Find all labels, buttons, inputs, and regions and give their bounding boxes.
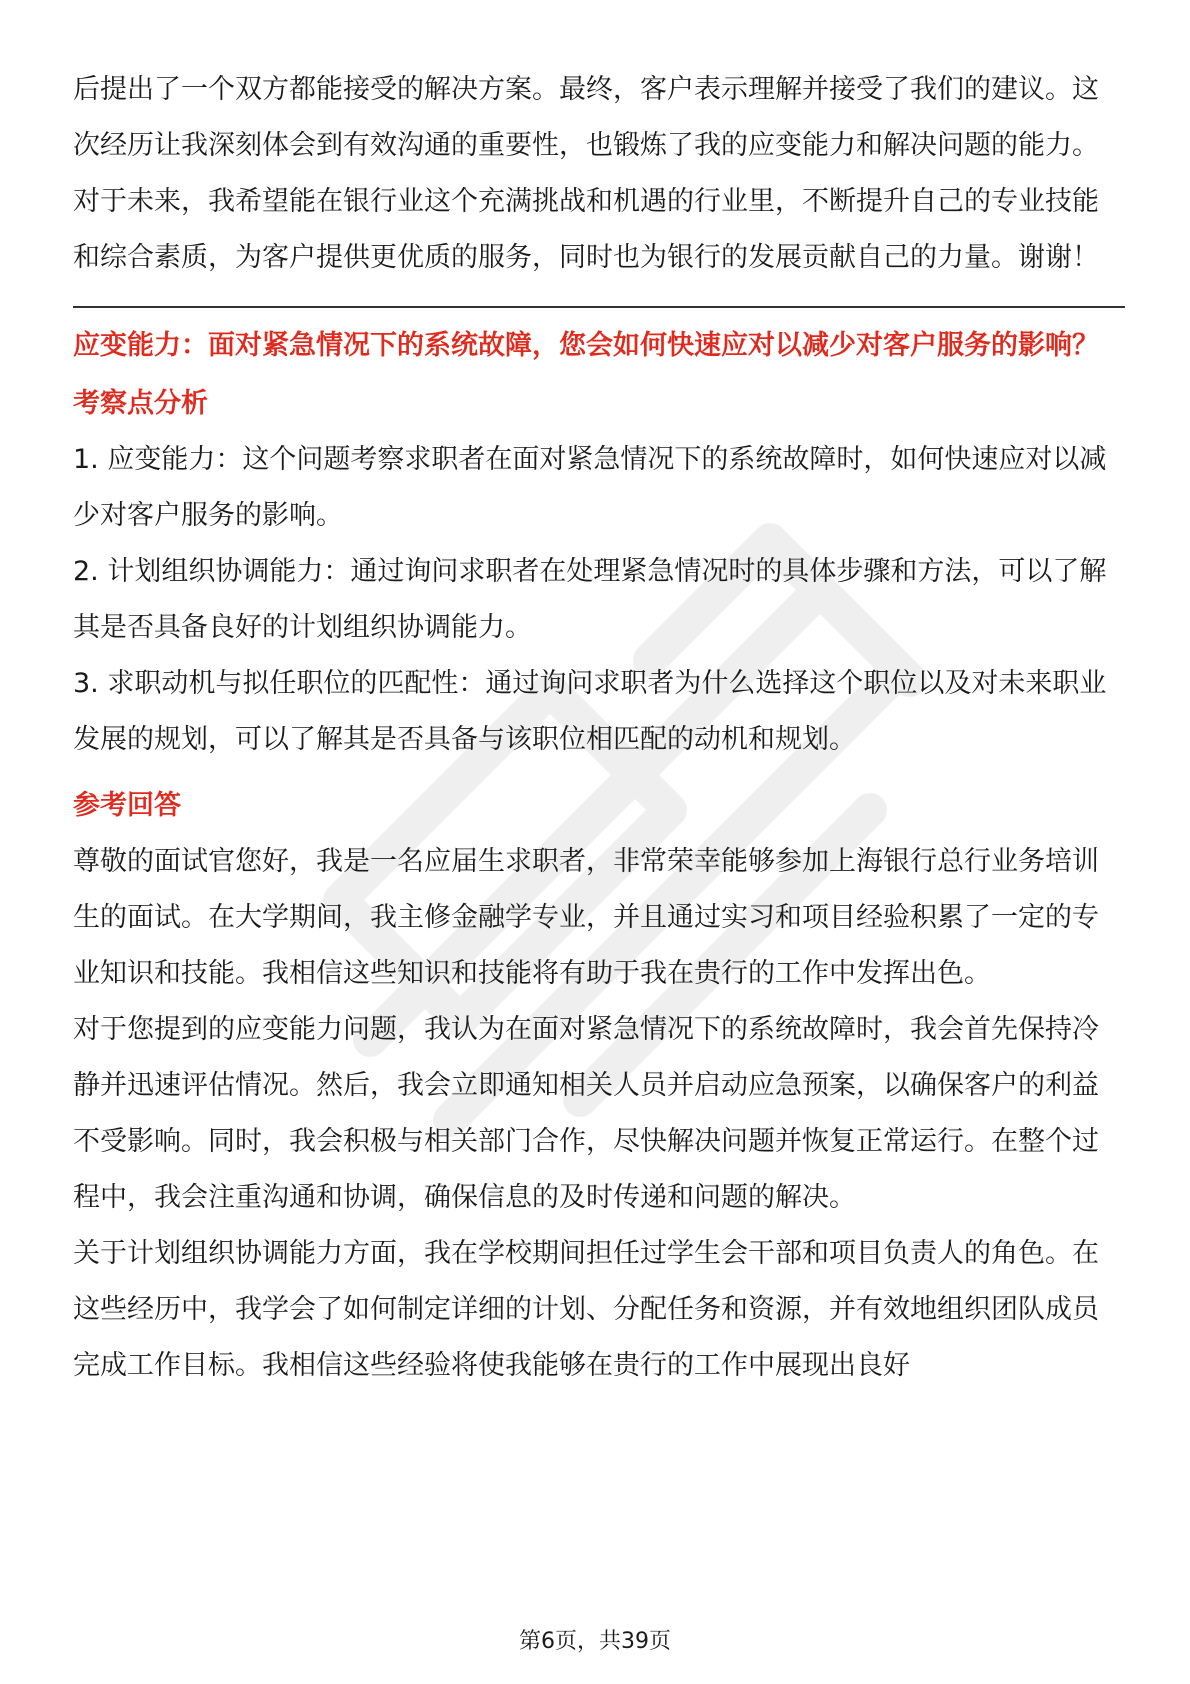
section-divider xyxy=(73,306,1125,308)
question-heading: 应变能力：面对紧急情况下的系统故障，您会如何快速应对以减少对客户服务的影响？ xyxy=(73,330,1099,361)
analysis-title: 考察点分析 xyxy=(73,388,208,419)
answer-title: 参考回答 xyxy=(73,790,181,821)
answer-paragraph: 尊敬的面试官您好，我是一名应届生求职者，非常荣幸能够参加上海银行总行业务培训生的面试。在大学期间，我主修金融学专业，并且通过实习和项目经验积累了一定的专业知识和技能。我相信这些知识和技能将有助于我在贵行的工作中发挥出色。 xyxy=(73,846,1099,989)
analysis-item: 3. 求职动机与拟任职位的匹配性：通过询问求职者为什么选择这个职位以及对未来职业发展的规划，可以了解其是否具备与该职位相匹配的动机和规划。 xyxy=(73,668,1107,755)
intro-paragraph: 后提出了一个双方都能接受的解决方案。最终，客户表示理解并接受了我们的建议。这次经历让我深刻体会到有效沟通的重要性，也锻炼了我的应变能力和解决问题的能力。 xyxy=(73,74,1099,161)
intro-paragraph: 对于未来，我希望能在银行业这个充满挑战和机遇的行业里，不断提升自己的专业技能和综合素质，为客户提供更优质的服务，同时也为银行的发展贡献自己的力量。谢谢！ xyxy=(73,186,1099,273)
analysis-item: 2. 计划组织协调能力：通过询问求职者在处理紧急情况时的具体步骤和方法，可以了解其是否具备良好的计划组织协调能力。 xyxy=(73,556,1107,643)
page-footer: 第6页，共39页 xyxy=(519,1629,671,1654)
answer-paragraph: 关于计划组织协调能力方面，我在学校期间担任过学生会干部和项目负责人的角色。在这些经历中，我学会了如何制定详细的计划、分配任务和资源，并有效地组织团队成员完成工作目标。我相信这些经验将使我能够在贵行的工作中展现出良好 xyxy=(73,1238,1099,1381)
page-content xyxy=(73,62,1125,1394)
analysis-item: 1. 应变能力：这个问题考察求职者在面对紧急情况下的系统故障时，如何快速应对以减少对客户服务的影响。 xyxy=(73,444,1107,531)
answer-paragraph: 对于您提到的应变能力问题，我认为在面对紧急情况下的系统故障时，我会首先保持冷静并迅速评估情况。然后，我会立即通知相关人员并启动应急预案，以确保客户的利益不受影响。同时，我会积极与相关部门合作，尽快解决问题并恢复正常运行。在整个过程中，我会注重沟通和协调，确保信息的及时传递和问题的解决。 xyxy=(73,1014,1099,1213)
